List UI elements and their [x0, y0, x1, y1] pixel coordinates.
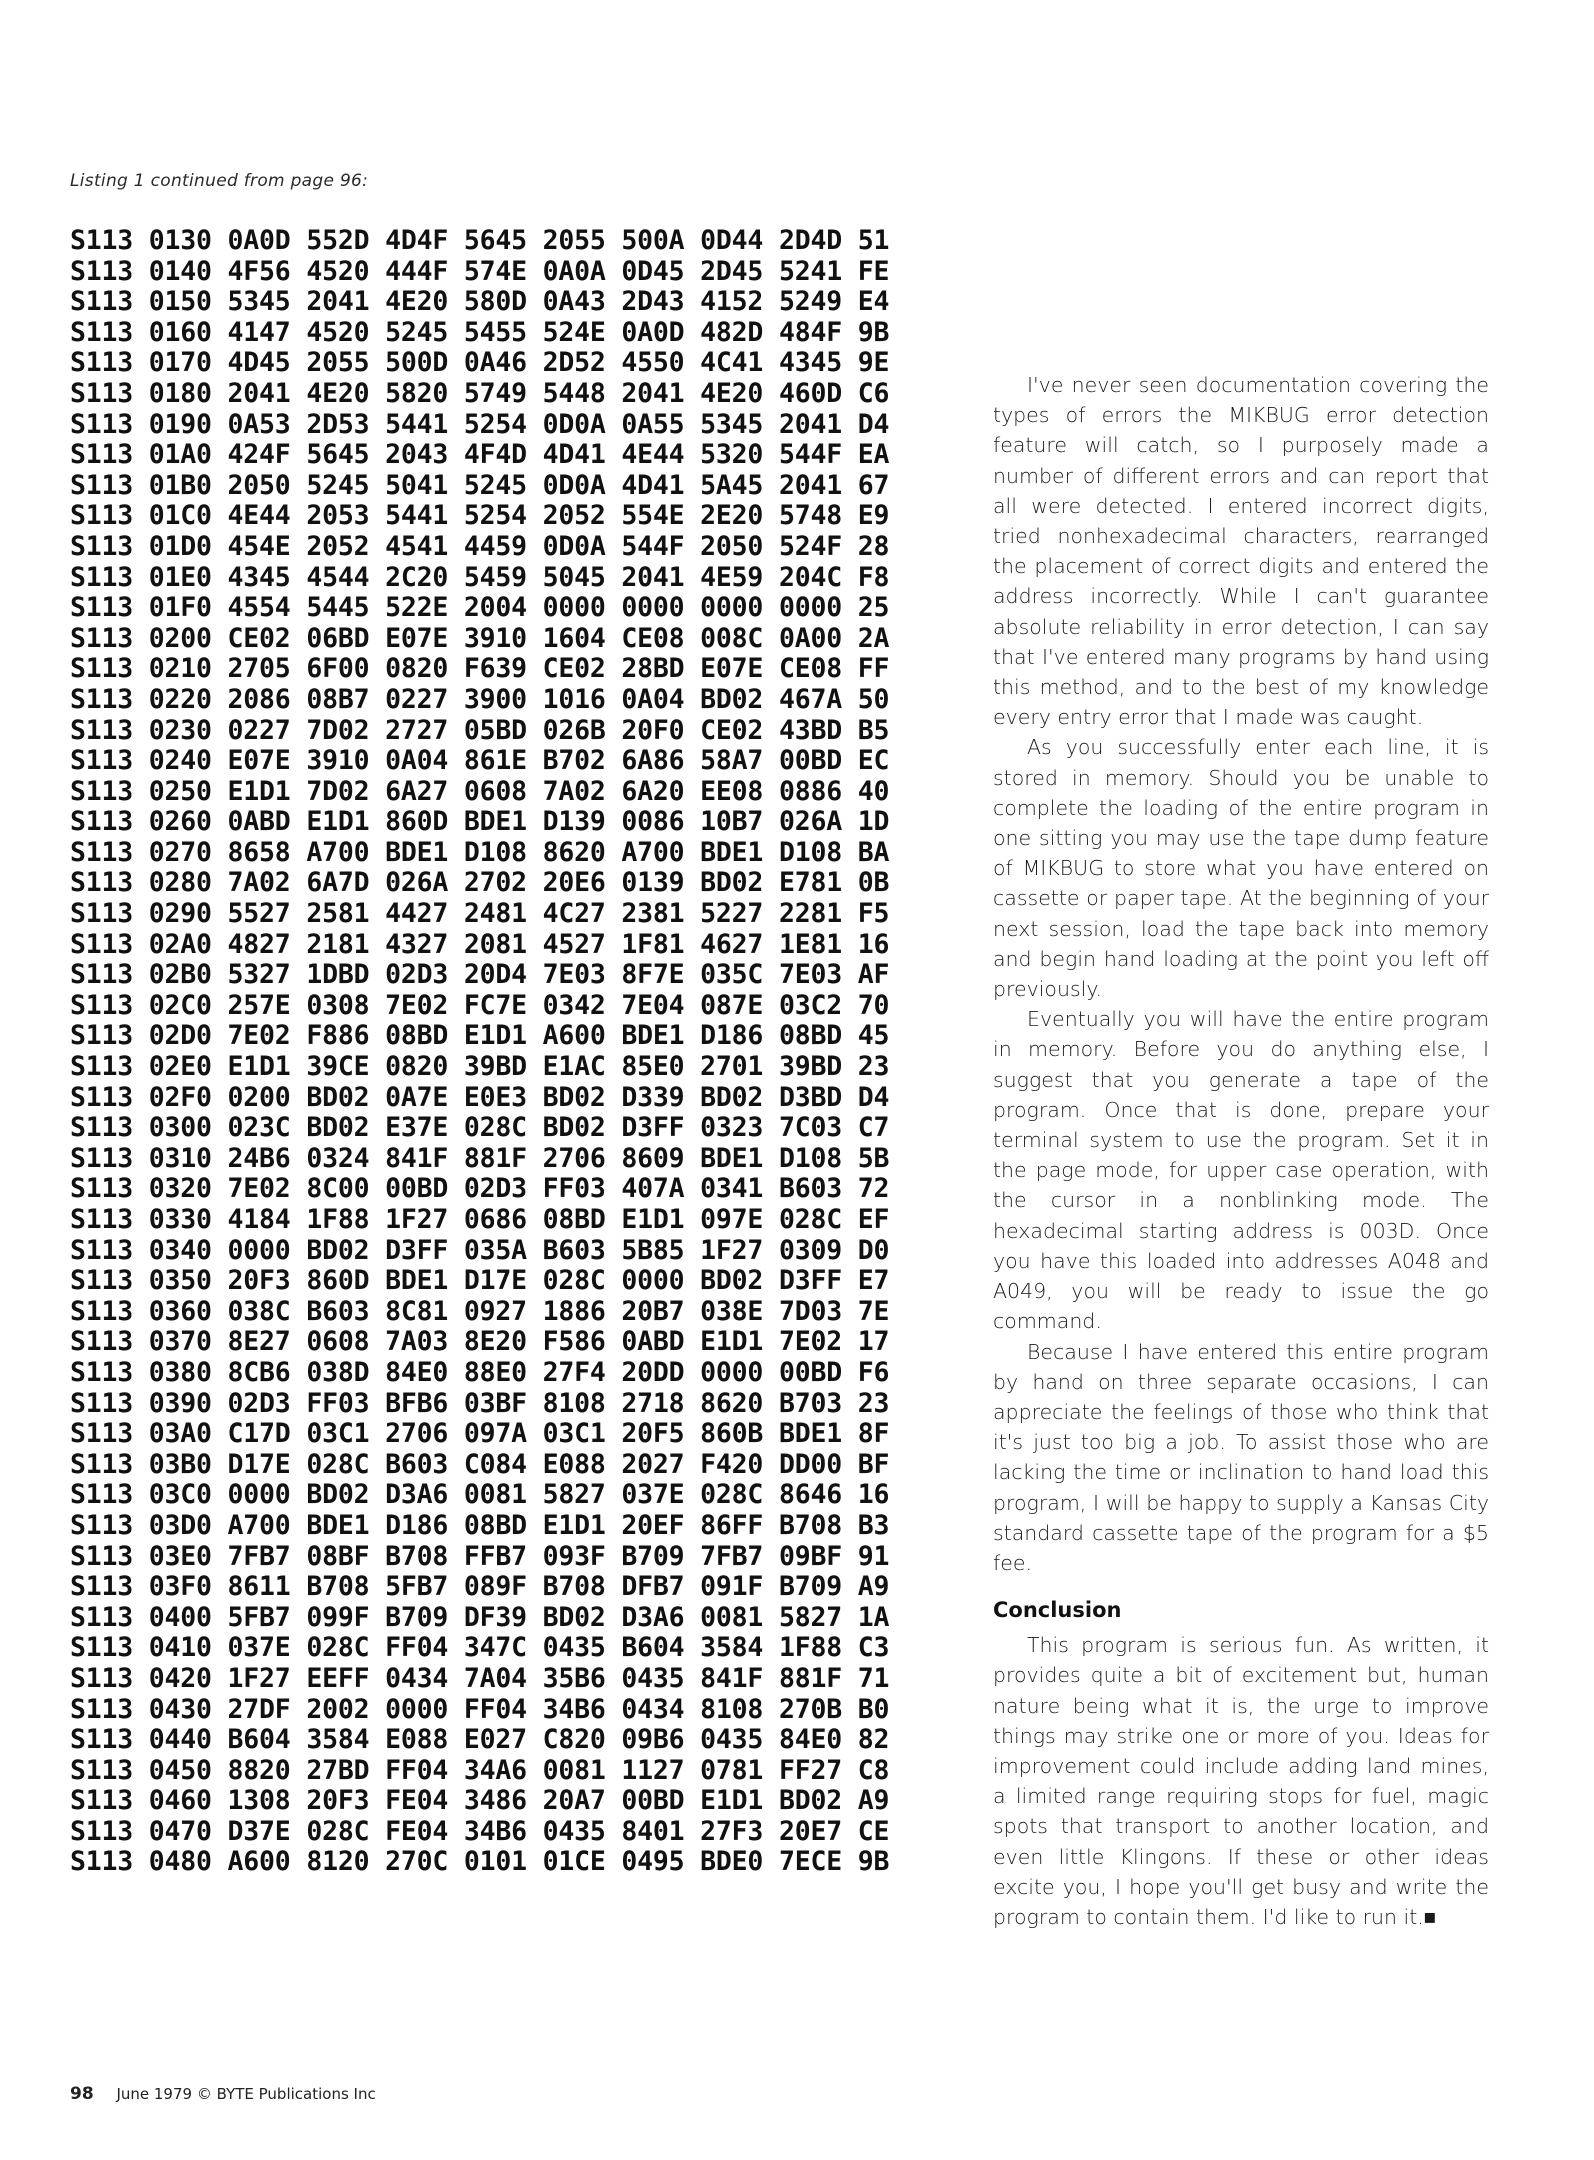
listing-line: S113 0330 4184 1F88 1F27 0686 08BD E1D1 097E 028C EF: [70, 1204, 890, 1235]
paragraph: As you successfully enter each line, it is stored in memory. Should you be unable to complete the loading of the entire program in one sitting you may use the tape dump feature of MIKBUG to store what you have entered on cassette or paper tape. At the beginning of your next session, load the tape back into memory and begin hand loading at the point you left off previously.: [993, 735, 1489, 1002]
listing-line: S113 0260 0ABD E1D1 860D BDE1 D139 0086 10B7 026A 1D: [70, 806, 890, 838]
listing-line: S113 0300 023C BD02 E37E 028C BD02 D3FF 0323 7C03 C7: [70, 1112, 890, 1144]
listing-line: S113 0130 0A0D 552D 4D4F 5645 2055 500A 0D44 2D4D 51: [70, 225, 890, 256]
listing-line: S113 0380 8CB6 038D 84E0 88E0 27F4 20DD 0000 00BD F6: [70, 1356, 890, 1388]
conclusion-heading: Conclusion: [993, 1598, 1122, 1623]
listing-line: S113 0180 2041 4E20 5820 5749 5448 2041 4E20 460D C6: [70, 377, 890, 409]
listing-line: S113 01A0 424F 5645 2043 4F4D 4D41 4E44 5320 544F EA: [70, 439, 890, 471]
listing-line: S113 0200 CE02 06BD E07E 3910 1604 CE08 008C 0A00 2A: [70, 622, 890, 654]
listing-line: S113 0430 27DF 2002 0000 FF04 34B6 0434 8108 270B B0: [70, 1693, 890, 1725]
conclusion-paragraph: This program is serious fun. As written, it provides quite a bit of excitement but, human nature being what it is, the urge to improve things may strike one or more of you. Ideas for improvement could include adding land mines, a limited range requiring stops for fuel, magic spots that transport to another location, and even little Klingons. If these or other ideas excite you, I hope you'll get busy and write the program to contain them. I'd like to run it.■: [993, 1633, 1489, 1929]
listing-line: S113 0190 0A53 2D53 5441 5254 0D0A 0A55 5345 2041 D4: [70, 408, 890, 440]
listing-line: S113 0170 4D45 2055 500D 0A46 2D52 4550 4C41 4345 9E: [70, 347, 890, 379]
listing-line: S113 02C0 257E 0308 7E02 FC7E 0342 7E04 087E 03C2 70: [70, 989, 890, 1021]
listing-line: S113 0220 2086 08B7 0227 3900 1016 0A04 BD02 467A 50: [70, 683, 890, 715]
paragraph: Because I have entered this entire program by hand on three separate occasions, I can appreciate the feelings of those who think that it's just too big a job. To assist those who are lacking the time or inclination to hand load this program, I will be happy to supply a Kansas City standard cassette tape of the program for a $5 fee.: [993, 1339, 1489, 1575]
page-number: 98: [70, 2084, 94, 2104]
listing-line: S113 0140 4F56 4520 444F 574E 0A0A 0D45 2D45 5241 FE: [70, 255, 890, 287]
listing-line: S113 0240 E07E 3910 0A04 861E B702 6A86 58A7 00BD EC: [70, 745, 890, 777]
listing-line: S113 03C0 0000 BD02 D3A6 0081 5827 037E 028C 8646 16: [70, 1479, 890, 1511]
listing-line: S113 0280 7A02 6A7D 026A 2702 20E6 0139 BD02 E781 0B: [70, 867, 890, 899]
listing-line: S113 0160 4147 4520 5245 5455 524E 0A0D 482D 484F 9B: [70, 316, 890, 348]
listing-line: S113 0290 5527 2581 4427 2481 4C27 2381 5227 2281 F5: [70, 898, 890, 930]
article-body: [993, 370, 1489, 1932]
listing-line: S113 01B0 2050 5245 5041 5245 0D0A 4D41 5A45 2041 67: [70, 469, 890, 501]
listing-line: S113 0210 2705 6F00 0820 F639 CE02 28BD E07E CE08 FF: [70, 653, 890, 685]
listing-line: S113 03D0 A700 BDE1 D186 08BD E1D1 20EF 86FF B708 B3: [70, 1509, 890, 1541]
listing-line: S113 0340 0000 BD02 D3FF 035A B603 5B85 1F27 0309 D0: [70, 1234, 890, 1266]
listing-line: S113 0440 B604 3584 E088 E027 C820 09B6 0435 84E0 82: [70, 1724, 890, 1756]
listing-line: S113 0480 A600 8120 270C 0101 01CE 0495 BDE0 7ECE 9B: [70, 1846, 890, 1878]
listing-line: S113 01F0 4554 5445 522E 2004 0000 0000 0000 0000 25: [70, 592, 890, 624]
listing-line: S113 0270 8658 A700 BDE1 D108 8620 A700 BDE1 D108 BA: [70, 836, 890, 868]
paragraph: I've never seen documentation covering the types of errors the MIKBUG error detection feature will catch, so I purposely made a number of different errors and can report that all were detected. I entered incorrect digits, tried nonhexadecimal characters, rearranged the placement of correct digits and entered the address incorrectly. While I can't guarantee absolute reliability in error detection, I can say that I've entered many programs by hand using this method, and to the best of my knowledge every entry error that I made was caught.: [993, 373, 1489, 730]
listing-line: S113 0470 D37E 028C FE04 34B6 0435 8401 27F3 20E7 CE: [70, 1815, 890, 1847]
listing-line: S113 0450 8820 27BD FF04 34A6 0081 1127 0781 FF27 C8: [70, 1754, 890, 1786]
listing-line: S113 0410 037E 028C FF04 347C 0435 B604 3584 1F88 C3: [70, 1632, 890, 1664]
listing-line: S113 0460 1308 20F3 FE04 3486 20A7 00BD E1D1 BD02 A9: [70, 1785, 890, 1817]
listing-line: S113 01C0 4E44 2053 5441 5254 2052 554E 2E20 5748 E9: [70, 500, 890, 532]
listing-line: S113 02E0 E1D1 39CE 0820 39BD E1AC 85E0 2701 39BD 23: [70, 1051, 890, 1083]
listing-line: S113 01D0 454E 2052 4541 4459 0D0A 544F 2050 524F 28: [70, 530, 890, 562]
listing-line: S113 02F0 0200 BD02 0A7E E0E3 BD02 D339 BD02 D3BD D4: [70, 1081, 890, 1113]
listing-line: S113 03A0 C17D 03C1 2706 097A 03C1 20F5 860B BDE1 8F: [70, 1418, 890, 1450]
listing-line: S113 03B0 D17E 028C B603 C084 E088 2027 F420 DD00 BF: [70, 1448, 890, 1480]
listing-line: S113 0310 24B6 0324 841F 881F 2706 8609 BDE1 D108 5B: [70, 1142, 890, 1174]
listing-line: S113 0230 0227 7D02 2727 05BD 026B 20F0 CE02 43BD B5: [70, 714, 890, 746]
listing-line: S113 01E0 4345 4544 2C20 5459 5045 2041 4E59 204C F8: [70, 561, 890, 593]
paragraph: Eventually you will have the entire program in memory. Before you do anything else, I suggest that you generate a tape of the program. Once that is done, prepare your terminal system to use the program. Set it in the page mode, for upper case operation, with the cursor in a nonblinking mode. The hexadecimal starting address is 003D. Once you have this loaded into addresses A048 and A049, you will be ready to issue the go command.: [993, 1007, 1489, 1334]
page-footer: [70, 2084, 376, 2104]
footer-credit: June 1979 © BYTE Publications Inc: [116, 2085, 376, 2103]
listing-line: S113 02D0 7E02 F886 08BD E1D1 A600 BDE1 D186 08BD 45: [70, 1020, 890, 1052]
listing-heading: Listing 1 continued from page 96:: [70, 171, 369, 191]
hex-listing: [70, 226, 889, 1878]
listing-line: S113 02B0 5327 1DBD 02D3 20D4 7E03 8F7E 035C 7E03 AF: [70, 959, 890, 991]
listing-line: S113 0250 E1D1 7D02 6A27 0608 7A02 6A20 EE08 0886 40: [70, 775, 890, 807]
listing-line: S113 03E0 7FB7 08BF B708 FFB7 093F B709 7FB7 09BF 91: [70, 1540, 890, 1572]
listing-line: S113 02A0 4827 2181 4327 2081 4527 1F81 4627 1E81 16: [70, 928, 890, 960]
listing-line: S113 0320 7E02 8C00 00BD 02D3 FF03 407A 0341 B603 72: [70, 1173, 890, 1205]
listing-line: S113 03F0 8611 B708 5FB7 089F B708 DFB7 091F B709 A9: [70, 1571, 890, 1603]
listing-line: S113 0150 5345 2041 4E20 580D 0A43 2D43 4152 5249 E4: [70, 286, 890, 318]
listing-line: S113 0360 038C B603 8C81 0927 1886 20B7 038E 7D03 7E: [70, 1295, 890, 1327]
listing-line: S113 0400 5FB7 099F B709 DF39 BD02 D3A6 0081 5827 1A: [70, 1601, 890, 1633]
listing-line: S113 0390 02D3 FF03 BFB6 03BF 8108 2718 8620 B703 23: [70, 1387, 890, 1419]
listing-line: S113 0350 20F3 860D BDE1 D17E 028C 0000 BD02 D3FF E7: [70, 1265, 890, 1297]
listing-line: S113 0420 1F27 EEFF 0434 7A04 35B6 0435 841F 881F 71: [70, 1662, 890, 1694]
listing-line: S113 0370 8E27 0608 7A03 8E20 F586 0ABD E1D1 7E02 17: [70, 1326, 890, 1358]
